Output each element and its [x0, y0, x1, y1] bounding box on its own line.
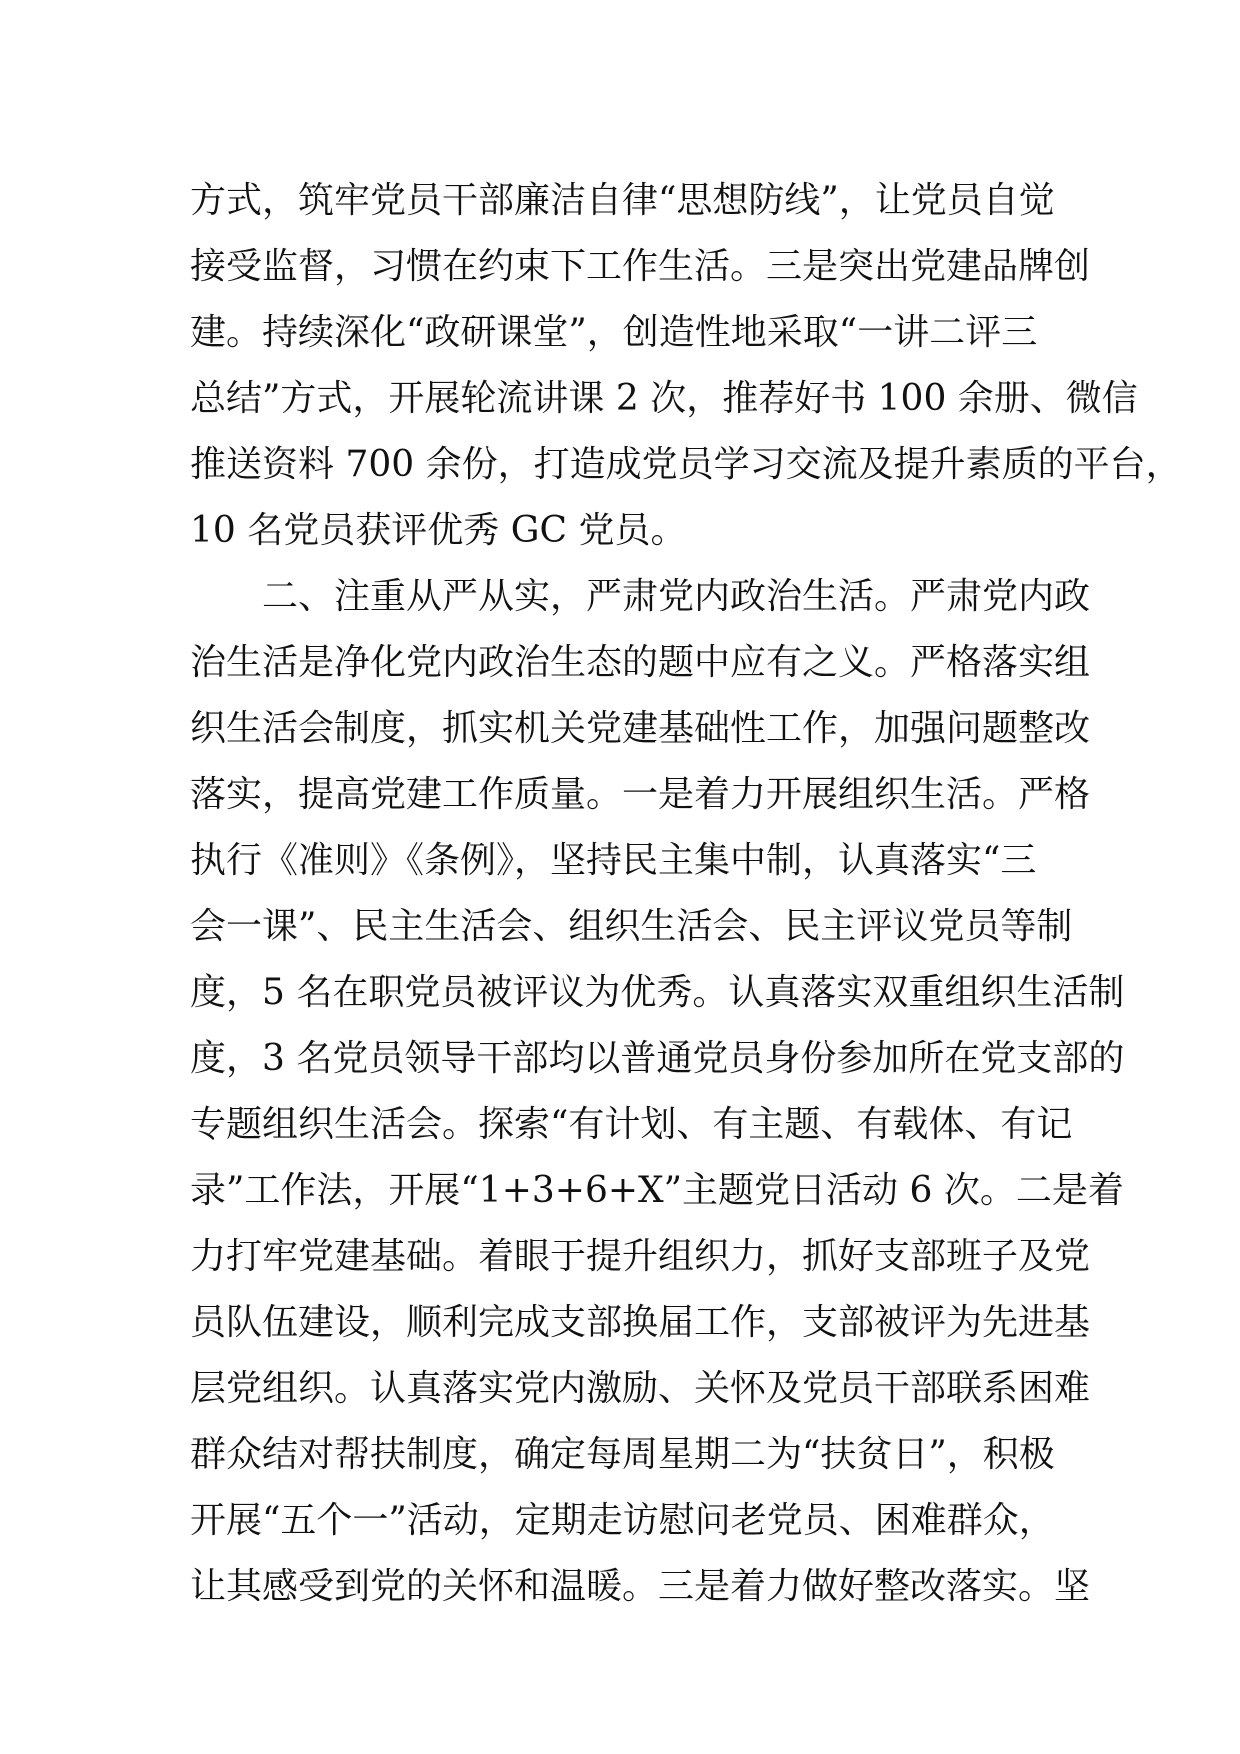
text-line: 执行《准则》《条例》，坚持民主集中制，认真落实“三 [190, 840, 1037, 881]
text-line: 录”工作法，开展“1+3+6+X”主题党日活动 6 次。二是着 [190, 1170, 1124, 1211]
text-line: 会一课”、民主生活会、组织生活会、民主评议党员等制 [190, 906, 1073, 947]
text-line: 度，5 名在职党员被评议为优秀。认真落实双重组织生活制 [190, 972, 1125, 1013]
text-line: 治生活是净化党内政治生态的题中应有之义。严格落实组 [190, 642, 1091, 683]
text-line: 员队伍建设，顺利完成支部换届工作，支部被评为先进基 [190, 1302, 1091, 1343]
text-line: 落实，提高党建工作质量。一是着力开展组织生活。严格 [190, 774, 1091, 815]
text-line: 力打牢党建基础。着眼于提升组织力，抓好支部班子及党 [190, 1236, 1091, 1277]
text-line: 群众结对帮扶制度，确定每周星期二为“扶贫日”，积极 [190, 1434, 1055, 1475]
text-line: 建。持续深化“政研课堂”，创造性地采取“一讲二评三 [190, 312, 1038, 353]
text-line: 专题组织生活会。探索“有计划、有主题、有载体、有记 [190, 1104, 1073, 1145]
text-line: 开展“五个一”活动，定期走访慰问老党员、困难群众， [190, 1500, 1055, 1541]
text-line: 总结”方式，开展轮流讲课 2 次，推荐好书 100 余册、微信 [190, 378, 1138, 419]
text-line: 方式，筑牢党员干部廉洁自律“思想防线”，让党员自觉 [190, 180, 1055, 221]
section-heading-line: 二、注重从严从实，严肃党内政治生活。严肃党内政 [190, 576, 1091, 617]
text-line: 接受监督，习惯在约束下工作生活。三是突出党建品牌创 [190, 246, 1091, 287]
text-line: 层党组织。认真落实党内激励、关怀及党员干部联系困难 [190, 1368, 1091, 1409]
text-line: 推送资料 700 余份，打造成党员学习交流及提升素质的平台， [190, 444, 1182, 485]
body-text [190, 168, 1182, 1620]
text-line: 10 名党员获评优秀 GC 党员。 [190, 510, 687, 551]
text-line: 让其感受到党的关怀和温暖。三是着力做好整改落实。坚 [190, 1566, 1091, 1607]
text-line: 织生活会制度，抓实机关党建基础性工作，加强问题整改 [190, 708, 1091, 749]
text-line: 度，3 名党员领导干部均以普通党员身份参加所在党支部的 [190, 1038, 1125, 1079]
